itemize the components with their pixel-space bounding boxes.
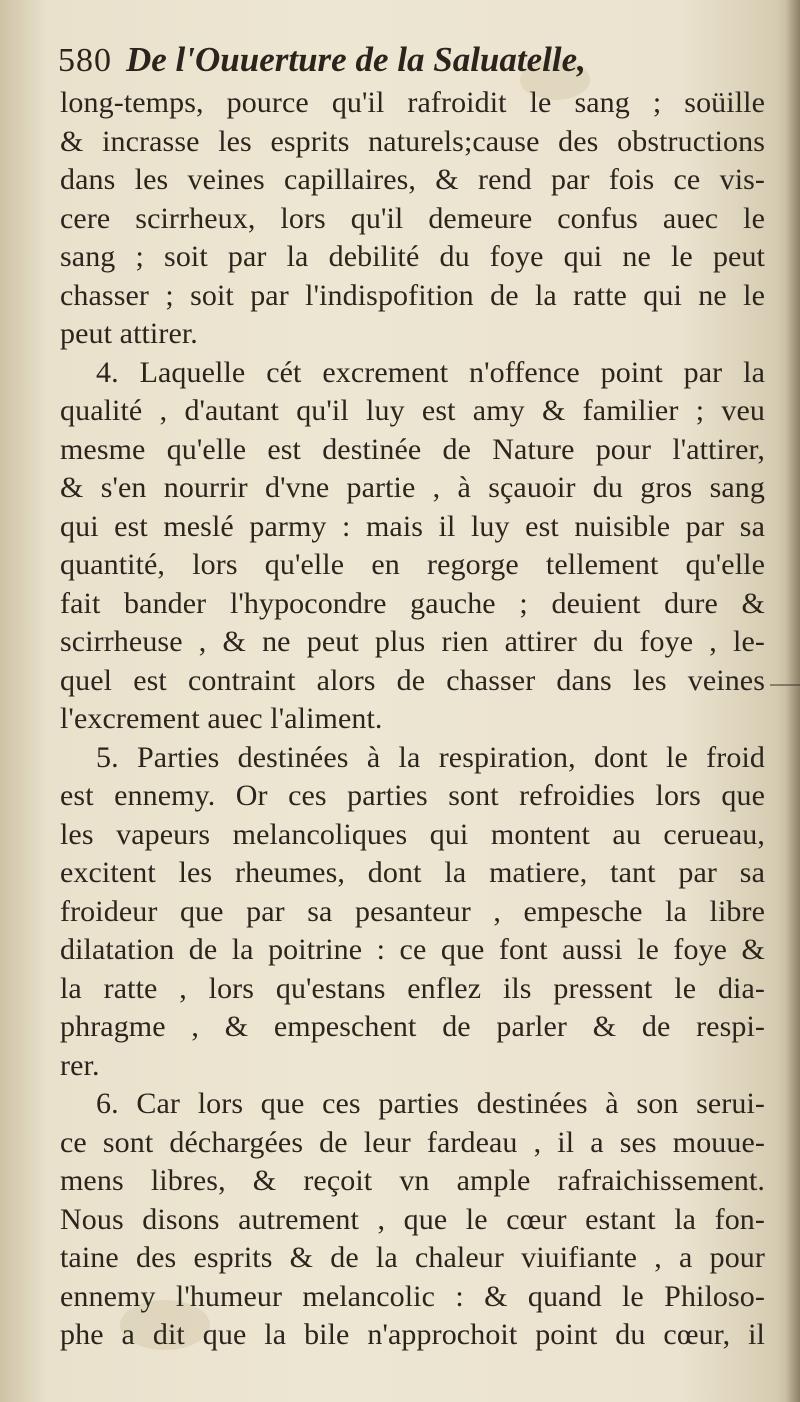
text-line: les vapeurs melancoliques qui montent au cerueau, xyxy=(60,817,765,851)
text-line: quel est contraint alors de chasser dans les veines xyxy=(60,663,765,697)
body-text xyxy=(60,84,765,1355)
text-line: excitent les rheumes, dont la matiere, tant par sa xyxy=(60,856,765,889)
text-line: phragme , & empeschent de parler & de respi- xyxy=(60,1010,765,1043)
text-line: la ratte , lors qu'estans enflez ils pressent le dia- xyxy=(60,971,765,1005)
text-line: taine des esprits & de la chaleur viuifiante , a pour xyxy=(60,1241,765,1274)
margin-rule xyxy=(770,684,800,686)
text-line: fait bander l'hypocondre gauche ; deuient dure & xyxy=(60,586,765,620)
text-line: froideur que par sa pesanteur , empesche la libre xyxy=(60,894,765,928)
text-line: ennemy l'humeur melancolic : & quand le Philoso- xyxy=(60,1279,765,1313)
text-line: long-temps, pource qu'il rafroidit le sang ; soüille xyxy=(60,86,765,119)
text-line: mens libres, & reçoit vn ample rafraichissement. xyxy=(60,1164,765,1197)
paragraph-start: 4. Laquelle cét excrement n'offence point par la xyxy=(96,355,765,389)
text-line: cere scirrheux, lors qu'il demeure confus auec le xyxy=(60,201,765,235)
text-line: l'excrement auec l'aliment. xyxy=(60,702,383,735)
paragraph-start: 6. Car lors que ces parties destinées à son serui- xyxy=(96,1087,765,1120)
page-edge-shadow xyxy=(786,0,800,1402)
text-line: mesme qu'elle est destinée de Nature pour l'attirer, xyxy=(60,432,765,466)
text-line: qui est meslé parmy : mais il luy est nuisible par sa xyxy=(60,509,765,543)
text-line: dans les veines capillaires, & rend par fois ce vis- xyxy=(60,163,765,196)
text-line: ce sont déchargées de leur fardeau , il a ses mouue- xyxy=(60,1125,765,1159)
text-line: & incrasse les esprits naturels;cause des obstructions xyxy=(60,124,765,158)
text-line: scirrheuse , & ne peut plus rien attirer du foye , le- xyxy=(60,625,765,658)
running-head xyxy=(58,40,760,90)
text-line: quantité, lors qu'elle en regorge tellement qu'elle xyxy=(60,548,765,581)
text-line: & s'en nourrir d'vne partie , à sçauoir du gros sang xyxy=(60,471,765,504)
text-line: rer. xyxy=(60,1048,100,1082)
text-line: chasser ; soit par l'indispofition de la ratte qui ne le xyxy=(60,278,765,312)
text-line: dilatation de la poitrine : ce que font aussi le foye & xyxy=(60,933,765,966)
text-line: est ennemy. Or ces parties sont refroidies lors que xyxy=(60,779,765,812)
running-title: De l'Ouuerture de la Saluatelle, xyxy=(126,40,586,79)
paragraph-start: 5. Parties destinées à la respiration, dont le froid xyxy=(96,740,765,774)
text-line: sang ; soit par la debilité du foye qui ne le peut xyxy=(60,240,765,273)
text-line: qualité , d'autant qu'il luy est amy & familier ; veu xyxy=(60,394,765,427)
text-line: Nous disons autrement , que le cœur estant la fon- xyxy=(60,1202,765,1236)
text-line: phe a dit que la bile n'approchoit point du cœur, il xyxy=(60,1318,765,1351)
page-number: 580 xyxy=(58,42,112,79)
text-line: peut attirer. xyxy=(60,317,198,350)
